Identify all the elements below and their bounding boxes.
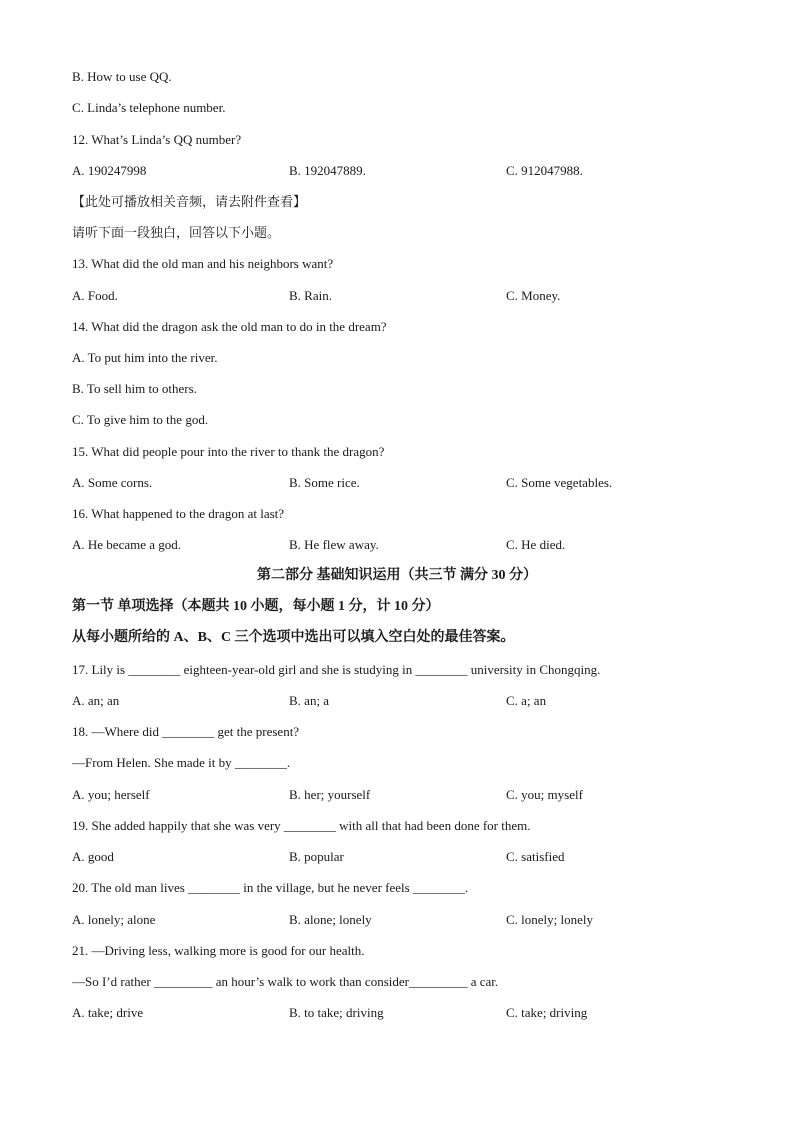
question-17: 17. Lily is ________ eighteen-year-old girl and she is studying in ________ university in Chongqing.: [72, 662, 601, 677]
q16-option-c: C. He died.: [506, 537, 566, 552]
question-12: 12. What’s Linda’s QQ number?: [72, 132, 242, 147]
question-19: 19. She added happily that she was very ________ with all that had been done for them.: [72, 818, 531, 833]
question-16: 16. What happened to the dragon at last?: [72, 506, 285, 521]
q11-option-b: B. How to use QQ.: [72, 69, 172, 84]
q13-option-a: A. Food.: [72, 288, 118, 303]
q18-option-c: C. you; myself: [506, 787, 583, 802]
q12-option-a: A. 190247998: [72, 163, 147, 178]
q13-option-c: C. Money.: [506, 288, 561, 303]
q17-option-a: A. an; an: [72, 693, 120, 708]
section-1-instruction: 从每小题所给的 A、B、C 三个选项中选出可以填入空白处的最佳答案。: [72, 630, 515, 645]
question-13: 13. What did the old man and his neighbors want?: [72, 256, 334, 271]
q15-option-a: A. Some corns.: [72, 475, 153, 490]
listening-instruction: 请听下面一段独白，回答以下小题。: [72, 225, 281, 240]
q18-option-b: B. her; yourself: [289, 787, 371, 802]
q15-option-b: B. Some rice.: [289, 475, 360, 490]
q15-option-c: C. Some vegetables.: [506, 475, 613, 490]
q19-option-b: B. popular: [289, 849, 344, 864]
q20-option-b: B. alone; lonely: [289, 912, 372, 927]
section-1-title: 第一节 单项选择（本题共 10 小题，每小题 1 分，计 10 分）: [72, 599, 440, 614]
q17-option-b: B. an; a: [289, 693, 330, 708]
question-14: 14. What did the dragon ask the old man to do in the dream?: [72, 319, 387, 334]
q17-option-c: C. a; an: [506, 693, 547, 708]
q14-option-c: C. To give him to the god.: [72, 412, 209, 427]
q19-option-c: C. satisfied: [506, 849, 565, 864]
question-15: 15. What did people pour into the river to thank the dragon?: [72, 444, 385, 459]
q21-option-a: A. take; drive: [72, 1005, 144, 1020]
q20-option-a: A. lonely; alone: [72, 912, 156, 927]
q18-option-a: A. you; herself: [72, 787, 150, 802]
q16-option-b: B. He flew away.: [289, 537, 379, 552]
question-20: 20. The old man lives ________ in the village, but he never feels ________.: [72, 880, 469, 895]
q13-option-b: B. Rain.: [289, 288, 332, 303]
q19-option-a: A. good: [72, 849, 114, 864]
q16-option-a: A. He became a god.: [72, 537, 182, 552]
q11-option-c: C. Linda’s telephone number.: [72, 100, 226, 115]
question-18: 18. —Where did ________ get the present?: [72, 724, 300, 739]
q18-reply: —From Helen. She made it by ________.: [72, 755, 291, 770]
q14-option-a: A. To put him into the river.: [72, 350, 218, 365]
audio-note: 【此处可播放相关音频，请去附件查看】: [72, 194, 307, 209]
q20-option-c: C. lonely; lonely: [506, 912, 594, 927]
q12-option-c: C. 912047988.: [506, 163, 583, 178]
question-21: 21. —Driving less, walking more is good for our health.: [72, 943, 365, 958]
part-2-title: 第二部分 基础知识运用（共三节 满分 30 分）: [257, 568, 537, 583]
q21-reply: —So I’d rather _________ an hour’s walk to work than consider_________ a car.: [72, 974, 499, 989]
q14-option-b: B. To sell him to others.: [72, 381, 197, 396]
q21-option-b: B. to take; driving: [289, 1005, 384, 1020]
q21-option-c: C. take; driving: [506, 1005, 588, 1020]
q12-option-b: B. 192047889.: [289, 163, 366, 178]
